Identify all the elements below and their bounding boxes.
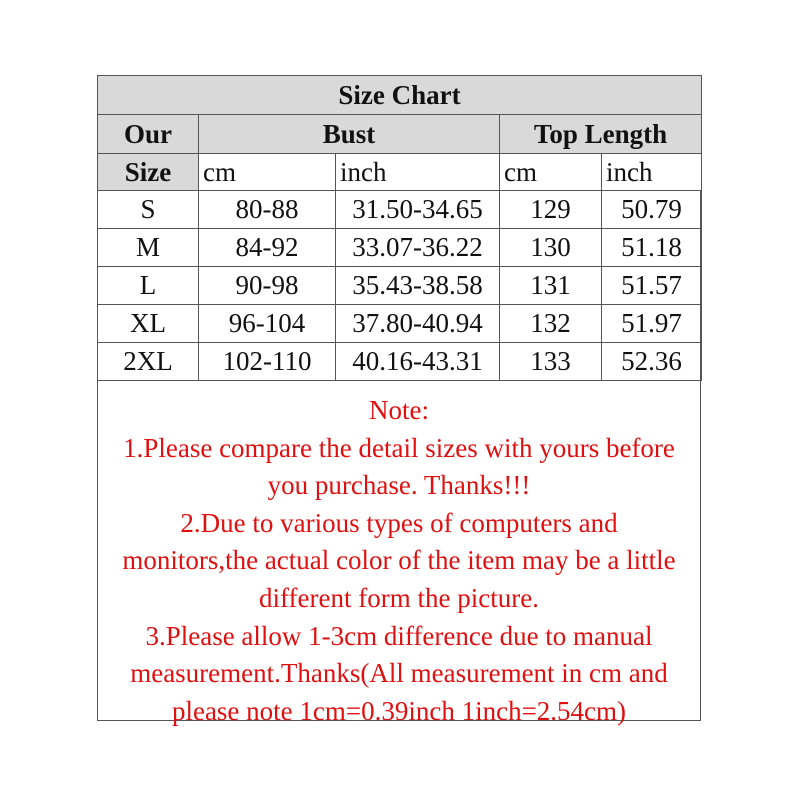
length-inch-cell: 52.36 [602, 343, 702, 381]
note-line: you purchase. Thanks!!! [267, 470, 531, 501]
note-line: monitors,the actual color of the item may be a little [122, 545, 676, 576]
length-inch-cell: 51.18 [602, 229, 702, 267]
bust-inch-cell: 37.80-40.94 [336, 305, 500, 343]
note-heading: Note: [369, 395, 429, 425]
bust-header: Bust [199, 115, 500, 154]
unit-header-length-cm: cm [500, 154, 602, 191]
bust-inch-cell: 35.43-38.58 [336, 267, 500, 305]
note-line: different form the picture. [259, 582, 539, 613]
bust-inch-cell: 33.07-36.22 [336, 229, 500, 267]
size-cell: L [98, 267, 199, 305]
chart-title: Size Chart [98, 76, 702, 115]
length-inch-cell: 51.57 [602, 267, 702, 305]
size-cell: M [98, 229, 199, 267]
size-cell: 2XL [98, 343, 199, 381]
bust-inch-cell: 31.50-34.65 [336, 191, 500, 229]
length-cm-cell: 132 [500, 305, 602, 343]
table-row [98, 305, 702, 343]
our-size-header-top: Our [98, 115, 199, 154]
note-line: 1.Please compare the detail sizes with yours before [123, 432, 675, 463]
unit-header-bust-cm: cm [199, 154, 336, 191]
note-line: 2.Due to various types of computers and [180, 507, 618, 538]
table-row [98, 191, 702, 229]
bust-cm-cell: 84-92 [199, 229, 336, 267]
notes-block [98, 392, 700, 730]
bust-inch-cell: 40.16-43.31 [336, 343, 500, 381]
note-line: please note 1cm=0.39inch 1inch=2.54cm) [171, 695, 627, 726]
table-row [98, 343, 702, 381]
table-row [98, 229, 702, 267]
top-length-header: Top Length [500, 115, 702, 154]
size-chart-table [97, 75, 702, 381]
bust-cm-cell: 102-110 [199, 343, 336, 381]
unit-header-length-inch: inch [602, 154, 702, 191]
bust-cm-cell: 80-88 [199, 191, 336, 229]
note-line: measurement.Thanks(All measurement in cm and [130, 658, 668, 689]
length-cm-cell: 130 [500, 229, 602, 267]
length-cm-cell: 133 [500, 343, 602, 381]
length-cm-cell: 131 [500, 267, 602, 305]
length-cm-cell: 129 [500, 191, 602, 229]
bust-cm-cell: 90-98 [199, 267, 336, 305]
size-cell: XL [98, 305, 199, 343]
unit-header-bust-inch: inch [336, 154, 500, 191]
note-line: 3.Please allow 1-3cm difference due to manual [145, 620, 653, 651]
length-inch-cell: 50.79 [602, 191, 702, 229]
bust-cm-cell: 96-104 [199, 305, 336, 343]
our-size-header-bottom: Size [98, 154, 199, 191]
length-inch-cell: 51.97 [602, 305, 702, 343]
size-cell: S [98, 191, 199, 229]
table-row [98, 267, 702, 305]
